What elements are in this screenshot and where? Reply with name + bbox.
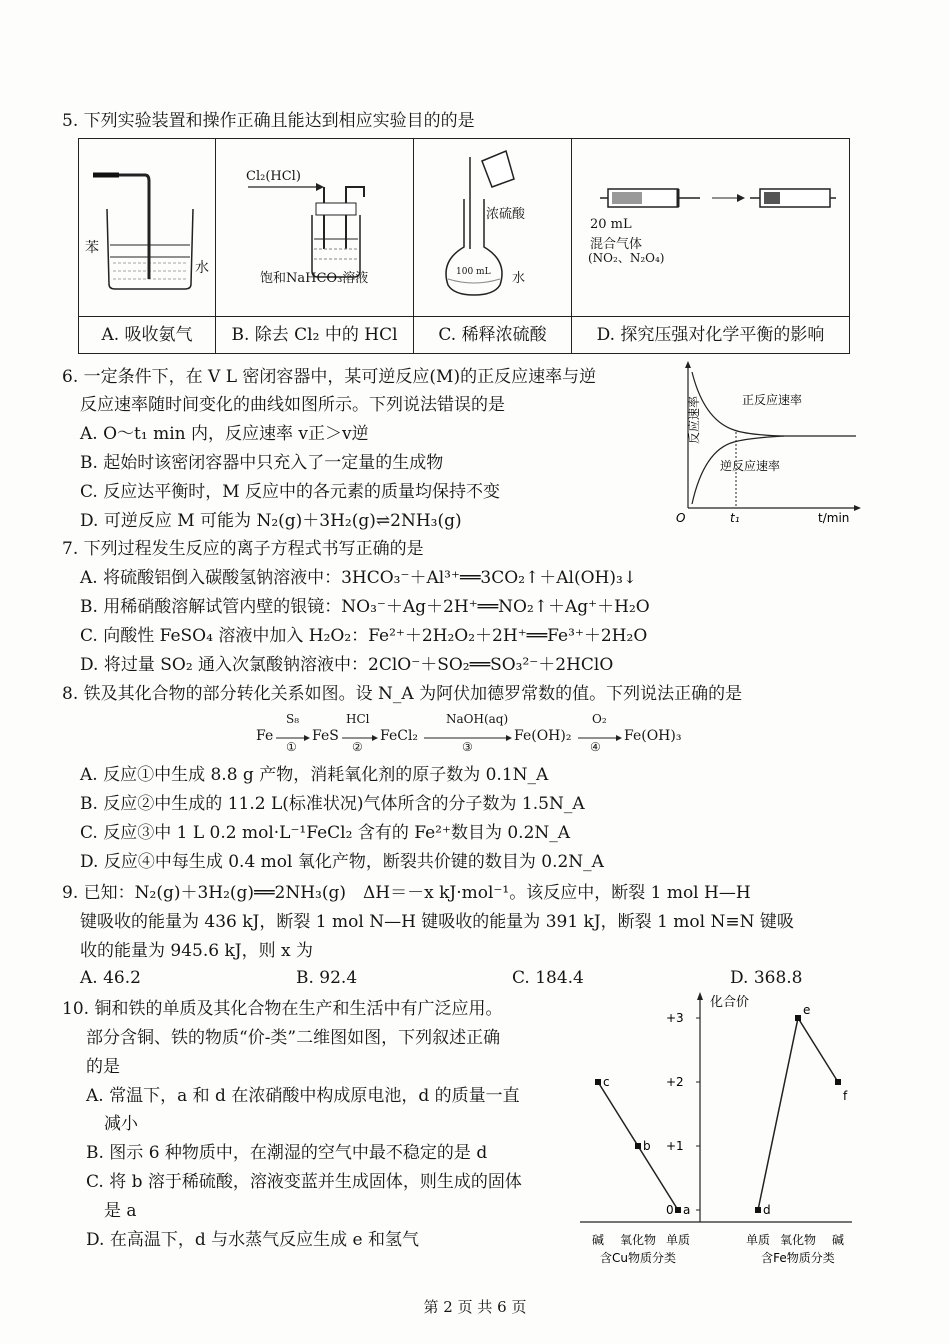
data-point [675,1207,681,1213]
category-label: 单质 [665,1233,691,1247]
step-1: ① [286,740,297,754]
q5-caption-b: B. 除去 Cl₂ 中的 HCl [216,316,413,353]
graph-ylabel: 反应速率 [687,395,701,444]
point-label: f [843,1089,848,1103]
graph-reverse-label: 逆反应速率 [720,459,781,473]
label-benzene: 苯 [85,240,99,256]
q7-option-c: C. 向酸性 FeSO₄ 溶液中加入 H₂O₂：Fe²⁺＋2H₂O₂＋2H⁺══Fe³⁺＋2H₂O [80,626,648,646]
data-point [835,1079,841,1085]
q6-line-1: 6. 一定条件下，在 V L 密闭容器中，某可逆反应(M)的正反应速率与逆 [62,367,597,387]
step-2: ② [352,740,363,754]
q10-valence-class-chart [570,990,860,1280]
q9-option-d: D. 368.8 [730,968,803,988]
q5-cell-b [216,139,414,353]
label-water-a: 水 [195,260,209,276]
q10-option-b: B. 图示 6 种物质中，在潮湿的空气中最不稳定的是 d [86,1143,488,1163]
reagent-s8: S₈ [286,712,300,726]
category-label: 碱 [591,1233,605,1247]
label-100ml: 100 mL [456,267,491,277]
reagent-naoh: NaOH(aq) [446,712,509,726]
q8-conversion-scheme [256,712,696,756]
graph-t1: t₁ [730,511,740,525]
q6-line-2: 反应速率随时间变化的曲线如图所示。下列说法错误的是 [80,395,505,415]
label-cl2-hcl: Cl₂(HCl) [246,169,301,184]
q10-option-d: D. 在高温下，d 与水蒸气反应生成 e 和氢气 [86,1230,419,1250]
y-tick-label: +2 [666,1075,684,1089]
q9-line-2: 键吸收的能量为 436 kJ，断裂 1 mol N—H 键吸收的能量为 391 kJ，断裂 1 mol N≡N 键吸 [80,912,794,932]
q5-caption-d: D. 探究压强对化学平衡的影响 [572,316,849,353]
q9-option-c: C. 184.4 [512,968,584,988]
q8-stem: 8. 铁及其化合物的部分转化关系如图。设 N_A 为阿伏加德罗常数的值。下列说法正确的是 [62,684,743,704]
gas-washing-bottle-icon [216,139,414,317]
species-fe: Fe [256,728,274,744]
point-label: a [683,1203,691,1217]
species-fecl2: FeCl₂ [380,728,419,744]
q8-option-b: B. 反应②中生成的 11.2 L(标准状况)气体所含的分子数为 1.5N_A [80,794,585,814]
q10-line-3: 的是 [86,1057,120,1077]
q5-caption-c: C. 稀释浓硫酸 [414,316,571,353]
data-point [595,1079,601,1085]
reagent-o2: O₂ [592,712,607,726]
q6-option-b: B. 起始时该密闭容器中只充入了一定量的生成物 [80,453,444,473]
q8-option-a: A. 反应①中生成 8.8 g 产物，消耗氧化剂的原子数为 0.1N_A [80,765,549,785]
q9-line-1: 9. 已知：N₂(g)＋3H₂(g)══2NH₃(g) ΔH＝－x kJ·mol⁻¹。该反应中，断裂 1 mol H—H [62,883,751,903]
y-tick-label: +1 [666,1139,684,1153]
chart-ylabel: 化合价 [710,995,750,1010]
label-nahco3: 饱和NaHCO₃溶液 [260,271,369,286]
species-fes: FeS [312,728,339,744]
q6-rate-time-graph [664,360,864,526]
q7-option-b: B. 用稀硝酸溶解试管内壁的银镜：NO₃⁻＋Ag＋2H⁺══NO₂↑＋Ag⁺＋H₂O [80,597,650,617]
data-point [755,1207,761,1213]
page-footer: 第 2 页 共 6 页 [423,1298,527,1316]
reagent-hcl: HCl [346,712,370,726]
category-label: 氧化物 [779,1233,817,1247]
beaker-apparatus-icon [79,139,216,317]
y-tick-label: +3 [666,1011,684,1025]
q5-cell-c [414,139,572,353]
q10-line-1: 10. 铜和铁的单质及其化合物在生产和生活中有广泛应用。 [62,999,503,1019]
q8-option-c: C. 反应③中 1 L 0.2 mol·L⁻¹FeCl₂ 含有的 Fe²⁺数目为 0.2N_A [80,823,571,843]
group-label: 含Cu物质分类 [600,1251,676,1265]
step-3: ③ [462,740,473,754]
label-water-c: 水 [512,271,526,286]
species-feoh2: Fe(OH)₂ [514,728,572,744]
step-4: ④ [590,740,601,754]
y-tick-label: 0 [666,1203,674,1217]
q7-option-a: A. 将硫酸铝倒入碳酸氢钠溶液中：3HCO₃⁻＋Al³⁺══3CO₂↑＋Al(OH)₃↓ [80,568,638,588]
q9-option-a: A. 46.2 [80,968,141,988]
q5-stem: 5. 下列实验装置和操作正确且能达到相应实验目的的是 [62,111,475,131]
q6-option-d: D. 可逆反应 M 可能为 N₂(g)＋3H₂(g)⇌2NH₃(g) [80,511,462,531]
volumetric-flask-icon [414,139,572,317]
q6-option-a: A. O～t₁ min 内，反应速率 v正＞v逆 [80,424,369,444]
q7-option-d: D. 将过量 SO₂ 通入次氯酸钠溶液中：2ClO⁻＋SO₂══SO₃²⁻＋2HClO [80,655,614,675]
q8-option-d: D. 反应④中每生成 0.4 mol 氧化产物，断裂共价键的数目为 0.2N_A [80,852,604,872]
q7-stem: 7. 下列过程发生反应的离子方程式书写正确的是 [62,539,424,559]
category-label: 单质 [745,1233,771,1247]
q5-apparatus-table [78,138,850,354]
q10-line-2: 部分含铜、铁的物质“价-类”二维图如图，下列叙述正确 [86,1028,501,1048]
label-mixed-gas: 混合气体 [590,237,643,252]
q6-option-c: C. 反应达平衡时，M 反应中的各元素的质量均保持不变 [80,482,501,502]
point-label: d [763,1203,771,1217]
graph-forward-label: 正反应速率 [742,393,803,407]
species-feoh3: Fe(OH)₃ [624,728,682,744]
q9-line-3: 收的能量为 945.6 kJ，则 x 为 [80,941,313,961]
graph-origin: O [676,511,686,525]
point-label: e [803,1003,811,1017]
label-no2-n2o4: (NO₂、N₂O₄) [588,251,665,265]
point-label: c [603,1075,610,1089]
data-point [795,1015,801,1021]
graph-xlabel: t/min [818,511,850,525]
q5-cell-a [79,139,216,353]
data-point [635,1143,641,1149]
group-label: 含Fe物质分类 [761,1251,835,1265]
q5-caption-a: A. 吸收氨气 [79,316,215,353]
q5-cell-d [572,139,849,353]
q10-option-c-cont: 是 a [104,1201,137,1221]
label-conc-h2so4: 浓硫酸 [486,207,526,222]
category-label: 氧化物 [619,1233,657,1247]
q10-option-c: C. 将 b 溶于稀硫酸，溶液变蓝并生成固体，则生成的固体 [86,1172,522,1192]
q9-option-b: B. 92.4 [296,968,358,988]
label-20ml: 20 mL [590,217,632,232]
q10-option-a: A. 常温下，a 和 d 在浓硝酸中构成原电池，d 的质量一直 [86,1086,520,1106]
category-label: 碱 [831,1233,845,1247]
q10-option-a-cont: 减小 [104,1114,138,1134]
series-line [758,1018,838,1210]
point-label: b [643,1139,651,1153]
